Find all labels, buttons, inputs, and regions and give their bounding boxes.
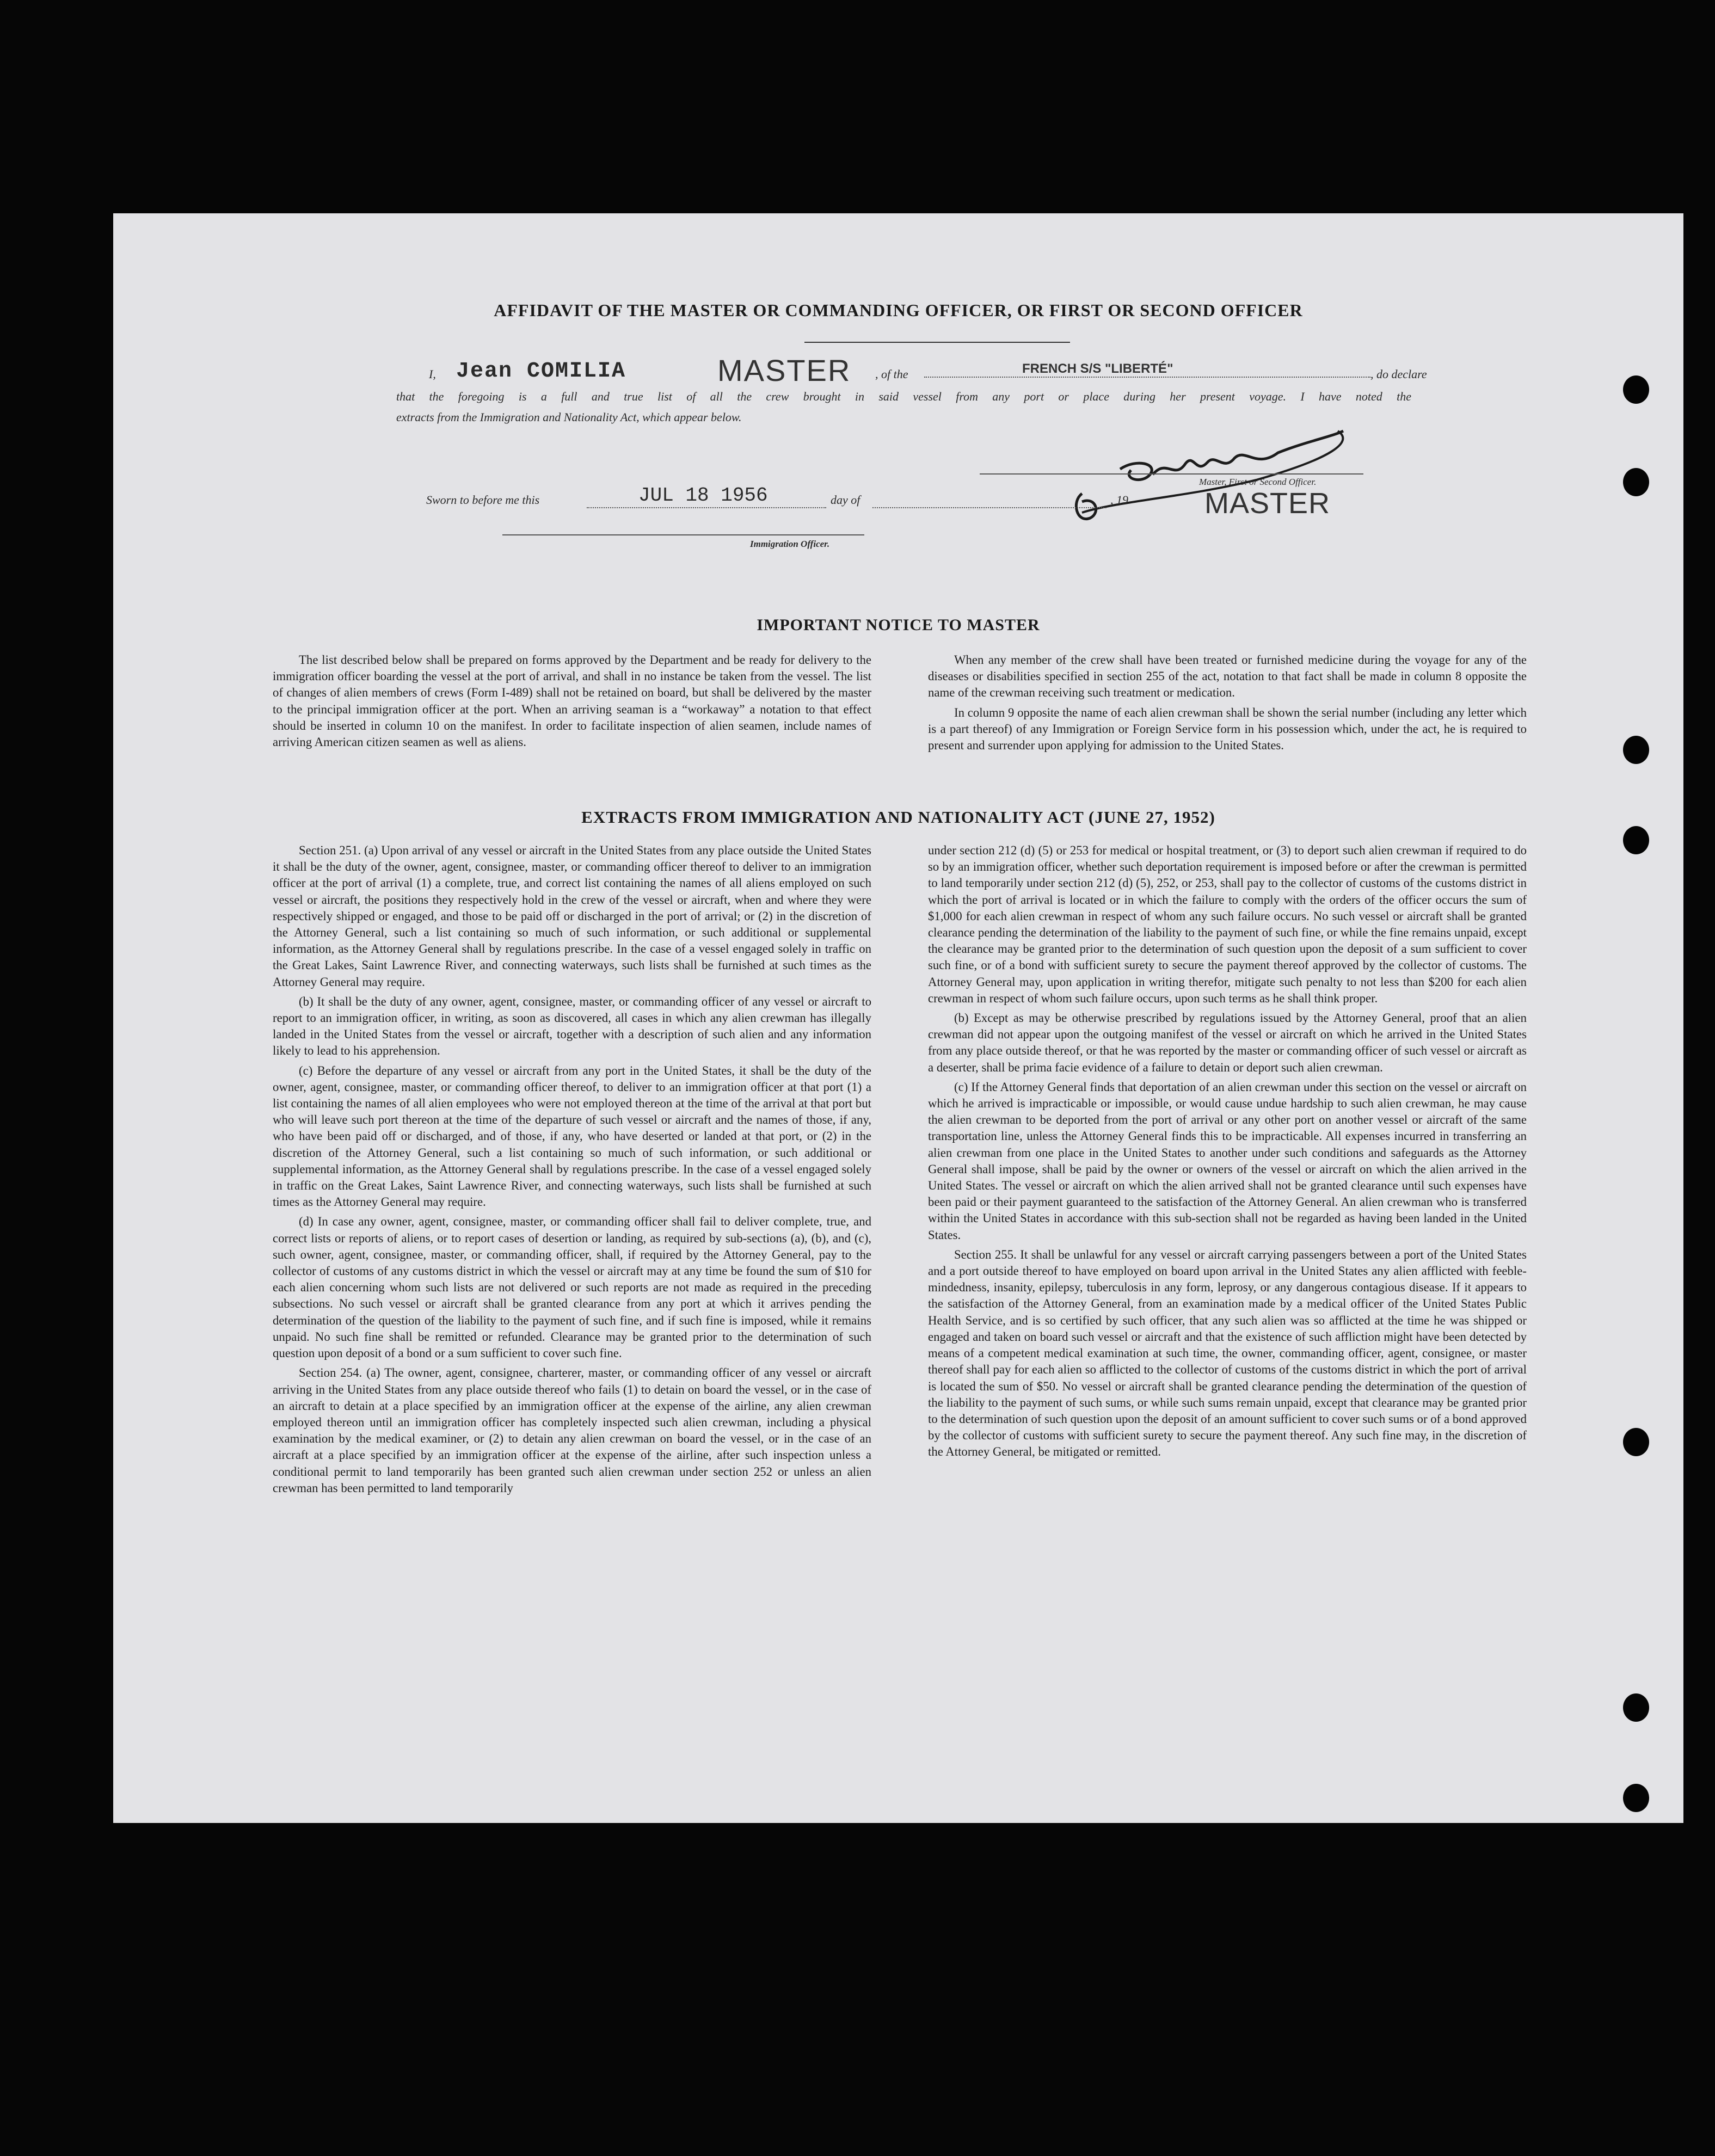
name-stamp: Jean COMILIA — [456, 359, 626, 384]
binder-hole — [1623, 736, 1649, 764]
vessel-name: FRENCH S/S "LIBERTÉ" — [1022, 361, 1173, 376]
affidavit-line-3: extracts from the Immigration and Nationality Act, which appear below. — [396, 410, 742, 424]
i-label: I, — [429, 367, 436, 381]
vessel-underline — [924, 377, 1370, 378]
extract-paragraph: Section 254. (a) The owner, agent, consignee, charterer, master, or commanding officer of any vessel or aircraft arriving in the United States from any place outside thereof who fails (1) to detain on board the vessel, or in the case of an aircraft to detain at a place specified by an immigration officer at the expense of the airline, any alien crewman employed thereon until an immigration officer has completely inspected such alien crewman, including a physical examination by the medical examiner, or (2) to detain any alien crewman on board the vessel, or in the case of an aircraft at a place specified by an immigration officer at the expense of the airline, after such inspection unless a conditional permit to land temporarily has been granted such alien crewman under section 252 or unless an alien crewman has been permitted to land temporarily — [273, 1366, 871, 1495]
notice-paragraph: When any member of the crew shall have been treated or furnished medicine during the voyage for any of the diseases or disabilities specified in section 255 of the act, notation to that fact shall be made in column 8 opposite the name of the crewman receiving such treatment or medication. — [928, 653, 1527, 700]
notice-paragraph: In column 9 opposite the name of each alien crewman shall be shown the serial number (including any letter which is a part thereof) of any Immigration or Foreign Service form in his possession which, under the act, he is required to present and surrender upon applying for admission to the United States. — [928, 705, 1527, 753]
extract-paragraph: Section 251. (a) Upon arrival of any vessel or aircraft in the United States from any place outside the United States it shall be the duty of the owner, agent, consignee, master, or commanding officer thereof to deliver to an immigration officer at the port of arrival (1) a complete, true, and correct list containing the names of all aliens employed on such vessel or aircraft, the positions they respectively hold in the crew of the vessel or aircraft, when and where they were respectively shipped or engaged, and those to be paid off or discharged in the port of arrival; or (2) in the discretion of the Attorney General, such a list containing so much of such information, or such additional or supplemental information, as the Attorney General shall by regulations prescribe. In the case of a vessel engaged solely in traffic on the Great Lakes, Saint Lawrence River, and connecting waterways, such lists shall be furnished at such times as the Attorney General may require. — [273, 843, 871, 989]
of-the-label: , of the — [875, 367, 908, 381]
master-signature-line — [980, 473, 1363, 475]
title-rule — [804, 342, 1070, 343]
extract-paragraph: (d) In case any owner, agent, consignee, master, or commanding officer shall fail to deliver complete, true, and correct lists or reports of aliens, or to report cases of desertion or landing, as required by sub-sections (a), (b), and (c), such owner, agent, consignee, master, or commanding officer, shall, if required by the Attorney General, pay to the collector of customs of any customs district in which the vessel or aircraft may at any time be found the sum of $10 for each alien concerning whom such lists are not delivered or such reports are not made as required in the preceding subsections. No such vessel or aircraft shall be granted clearance from any port at which it arrives pending the determination of the question of the liability to the payment of such fine, and if such fine is imposed, while it remains unpaid. No such fine shall be remitted or refunded. Clearance may be granted prior to the determination of such question upon deposit of a bond or a sum sufficient to cover such fine. — [273, 1215, 871, 1360]
notice-right-column — [928, 652, 1527, 757]
year-label: , 19 — [1110, 493, 1128, 507]
extract-paragraph: Section 255. It shall be unlawful for any vessel or aircraft carrying passengers between a port of the United States and a port outside thereof to have employed on board upon arrival in the United States any alien afflicted with feeble-mindedness, insanity, epilepsy, tuberculosis in any form, leprosy, or any dangerous contagious disease. If it appears to the satisfaction of the Attorney General, from an examination made by a medical officer of the United States Public Health Service, and is so certified by such officer, that any such alien was so afflicted at the time he was shipped or engaged and taken on board such vessel or aircraft and that the existence of such affliction might have been detected by means of a competent medical examination at such time, the owner, commanding officer, agent, consignee, or master thereof shall pay for each alien so afflicted to the collector of customs of the customs district in which the port of arrival is located the sum of $50. No vessel or aircraft shall be granted clearance pending the determination of the question of the liability to the payment of such sums, or while such sums remain unpaid, except that clearance may be granted prior to the determination of such question upon the deposit of an amount sufficient to cover such sums or of a bond approved by the collector of customs with sufficient surety to secure the payment thereof. Any such fine may, in the discretion of the Attorney General, be mitigated or remitted. — [928, 1247, 1527, 1459]
officer-caption: Immigration Officer. — [750, 539, 830, 549]
binder-hole — [1623, 1693, 1649, 1722]
notice-paragraph: The list described below shall be prepared on forms approved by the Department and be ready for delivery to the immigration officer boarding the vessel at the port of arrival, and shall in no instance be taken from the vessel. The list of changes of alien members of crews (Form I-489) shall not be retained on board, but shall be delivered by the master to the principal immigration officer at the port. When an arriving seaman is a “workaway” a notation to that effect should be inserted in column 10 on the manifest. In order to facilitate inspection of alien seamen, include names of arriving American citizen seamen as well as aliens. — [273, 653, 871, 749]
day-of-label: day of — [831, 493, 860, 507]
sworn-date-underline — [587, 507, 826, 508]
extract-paragraph: (c) If the Attorney General finds that deportation of an alien crewman under this section on the vessel or aircraft on which he arrived is impracticable or impossible, or would cause undue hardship to such alien crewman, he may cause the alien crewman to be deported from the port of arrival or any other port on another vessel or aircraft of the same transportation line, unless the Attorney General finds this to be impracticable. All expenses incurred in transferring an alien crewman from one place in the United States to another under such conditions and safeguards as the Attorney General shall impose, shall be paid by the owner or owners of the vessel or aircraft on which the alien arrived in the United States. The vessel or aircraft on which the alien arrived shall not be granted clearance until such expenses have been paid or their payment guaranteed to the satisfaction of the Attorney General. An alien crewman who is transferred within the United States in accordance with this sub-section shall not be regarded as having been landed in the United States. — [928, 1080, 1527, 1242]
document-page — [113, 213, 1683, 1823]
extracts-left-column — [273, 842, 871, 1500]
sworn-date-stamp: JUL 18 1956 — [638, 484, 768, 507]
master-stamp: MASTER — [1204, 487, 1331, 520]
affidavit-line-2: that the foregoing is a full and true list of all the crew brought in said vessel from any port or place during her present voyage. I have noted the — [396, 390, 1411, 403]
extract-paragraph: (b) It shall be the duty of any owner, agent, consignee, master, or commanding officer of any vessel or aircraft to report to an immigration officer, in writing, as soon as discovered, all cases in which any alien crewman has illegally landed in the United States from the vessel or aircraft, together with a description of such alien and any information likely to lead to his apprehension. — [273, 994, 871, 1058]
officer-signature-line — [502, 534, 864, 535]
extract-paragraph: (c) Before the departure of any vessel or aircraft from any port in the United States, it shall be the duty of the owner, agent, consignee, master, or commanding officer thereof, to deliver to an immigration officer at that port (1) a list containing the names of all alien employees who were not employed thereon at the time of the arrival at that port but who will leave such port thereon at the time of the departure of such vessel or aircraft and the names of those, if any, who have been paid off or discharged, and of those, if any, who have deserted or landed at that port, or (2) in the discretion of the Attorney General, such a list containing so much of such information, or such additional or supplemental information, as the Attorney General shall by regulations prescribe. In the case of a vessel engaged solely in traffic on the Great Lakes, Saint Lawrence River, and connecting waterways, such lists shall be furnished at such times as the Attorney General may require. — [273, 1063, 871, 1209]
do-declare-label: , do declare — [1370, 367, 1427, 381]
master-caption: Master, First or Second Officer. — [1199, 477, 1317, 487]
day-of-underline — [872, 507, 1107, 508]
extracts-right-column — [928, 842, 1527, 1464]
extract-paragraph: (b) Except as may be otherwise prescribed by regulations issued by the Attorney General, proof that an alien crewman did not appear upon the outgoing manifest of the vessel or aircraft on which he arrived in the United States from any place outside thereof, or that he was reported by the master or commanding officer of such vessel or aircraft as a deserter, shall be prima facie evidence of a failure to detain or deport such alien crewman. — [928, 1011, 1527, 1074]
binder-hole — [1623, 1784, 1649, 1812]
extract-paragraph: under section 212 (d) (5) or 253 for medical or hospital treatment, or (3) to deport such alien crewman if required to do so by an immigration officer, whether such deportation requirement is imposed before or after the crewman is permitted to land temporarily under section 212 (d) (5), 252, or 253, shall pay to the collector of customs of the customs district in which the port of arrival is located or in which the failure to comply with the orders of the officer occurs the sum of $1,000 for each alien crewman in respect of whom any such failure occurs. No such vessel or aircraft shall be granted clearance pending the determination of the liability to the payment of such fine, or while the fine remains unpaid, except the clearance may be granted prior to the determination of such question upon the deposit of a sum sufficient to cover such fine, or of a bond with sufficient surety to secure the payment thereof approved by the collector of customs. The Attorney General may, upon application in writing therefor, mitigate such penalty to not less than $200 for each alien crewman in respect of whom such failure occurs, upon such terms as he shall think proper. — [928, 843, 1527, 1005]
binder-hole — [1623, 468, 1649, 496]
affidavit-title: AFFIDAVIT OF THE MASTER OR COMMANDING OFFICER, OR FIRST OR SECOND OFFICER — [494, 300, 1303, 320]
binder-hole — [1623, 1428, 1649, 1456]
rank-stamp: MASTER — [717, 353, 851, 387]
sworn-label: Sworn to before me this — [426, 493, 540, 507]
binder-hole — [1623, 375, 1649, 404]
notice-left-column — [273, 652, 871, 754]
extracts-title: EXTRACTS FROM IMMIGRATION AND NATIONALITY ACT (JUNE 27, 1952) — [581, 808, 1215, 827]
binder-hole — [1623, 826, 1649, 854]
notice-title: IMPORTANT NOTICE TO MASTER — [757, 616, 1040, 634]
